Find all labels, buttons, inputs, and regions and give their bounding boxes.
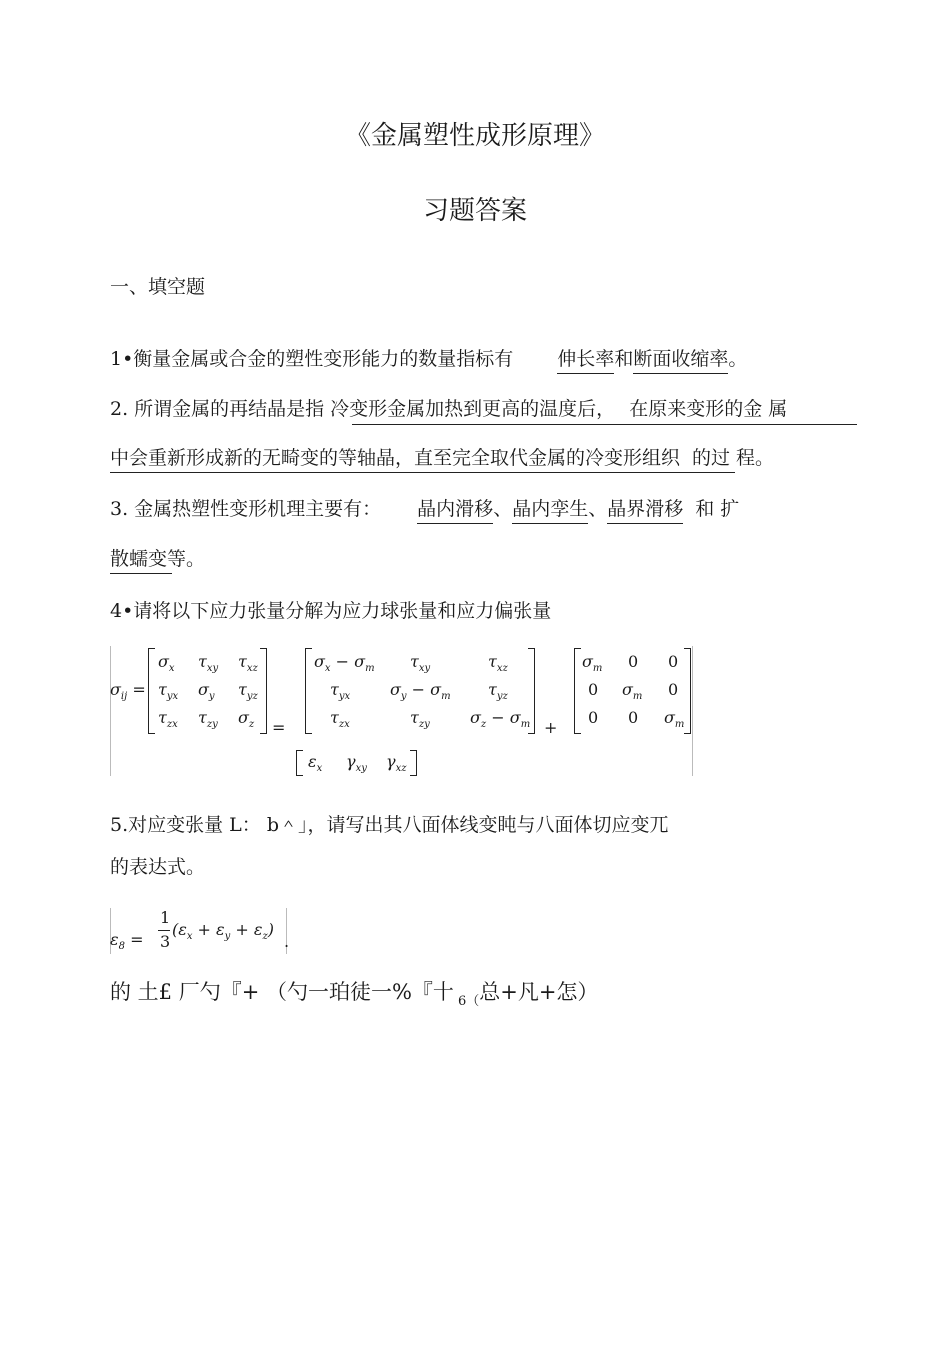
garbled-subscript: 6（: [457, 994, 480, 1009]
q1-mid: 和: [614, 348, 634, 370]
question-1: [110, 344, 747, 371]
question-3-line-1: [110, 494, 739, 521]
section-heading: 一、填空题: [110, 276, 206, 298]
garbled-text: 的 土£ 厂勺『+ （勺一珀徒一%『十: [110, 980, 454, 1004]
q3-underline-4: [110, 573, 172, 574]
q2-underline-1: [352, 424, 857, 425]
q2-answer-b: 在原来变形的金 属: [629, 398, 788, 420]
q3-sep-2: 、: [588, 498, 608, 520]
question-3-line-2: [110, 544, 205, 571]
question-2-line-1: [110, 394, 787, 421]
document-title: 《金属塑性成形原理》: [344, 121, 605, 151]
q3-answer-4: 散蠕变: [110, 548, 168, 570]
question-4: 4•请将以下应力张量分解为应力球张量和应力偏张量: [110, 600, 552, 622]
formula-frame-right: [692, 646, 693, 776]
q3-answer-1: 晶内滑移: [417, 498, 493, 524]
q1-prefix: 1•衡量金属或合金的塑性变形能力的数量指标有: [110, 348, 514, 370]
question-2-line-2: [110, 443, 774, 470]
q2-underline-2: [110, 472, 735, 473]
formula-frame-left: [110, 646, 111, 776]
q1-answer-2: 断面收缩率: [633, 348, 728, 374]
question-5-line-2: 的表达式。: [110, 856, 206, 878]
document-subtitle: 习题答案: [422, 196, 527, 226]
q3-end: 等。: [167, 548, 206, 570]
garbled-end: 总+凡+怎）: [479, 980, 599, 1004]
q3-sep-1: 、: [493, 498, 513, 520]
q2-prefix: 2. 所谓金属的再结晶是指: [110, 398, 325, 420]
q2-end: 的过 程。: [692, 447, 775, 469]
q2-answer-c: 中会重新形成新的无畸变的等轴晶，直至完全取代金属的冷变形组织: [110, 447, 681, 469]
q2-answer-a: 冷变形金属加热到更高的温度后，: [330, 398, 616, 420]
q3-answer-2: 晶内孪生: [512, 498, 588, 524]
garbled-formula-line: [110, 976, 599, 1009]
q3-mid: 和 扩: [695, 498, 740, 520]
q1-end: 。: [728, 348, 748, 370]
q1-answer-1: 伸长率: [557, 348, 614, 374]
q3-answer-3: 晶界滑移: [607, 498, 683, 524]
q3-prefix: 3. 金属热塑性变形机理主要有：: [110, 498, 382, 520]
question-5-line-1: 5.对应变张量 L： b＾」，请写出其八面体线变盹与八面体切应变兀: [110, 814, 669, 836]
